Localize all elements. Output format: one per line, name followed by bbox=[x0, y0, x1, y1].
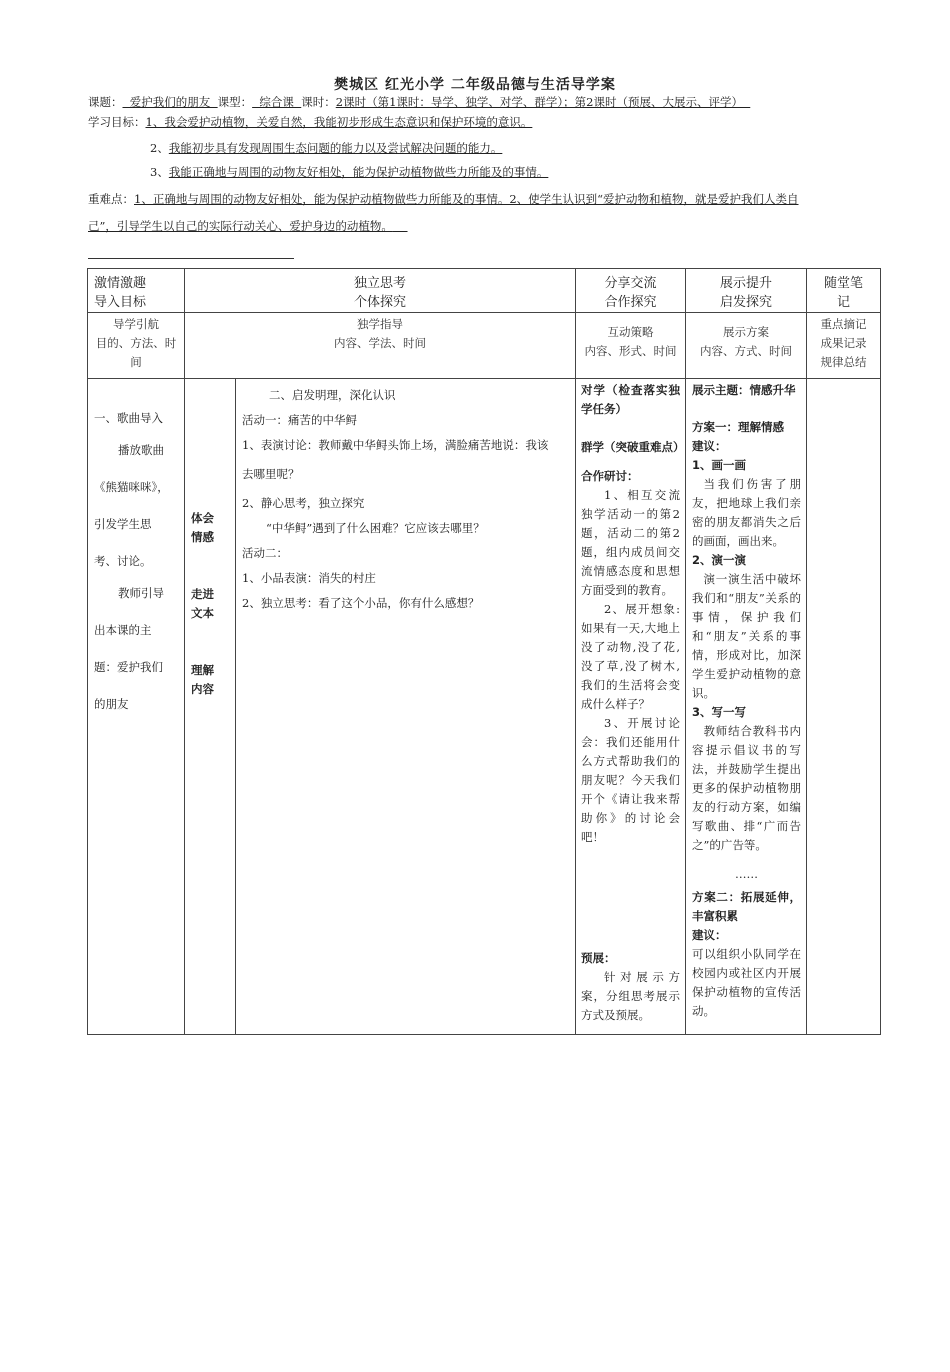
header-col4: 展示提升 启发探究 bbox=[686, 269, 807, 313]
goal-line-1 bbox=[88, 114, 532, 130]
key-2: 己”，引导学生以自己的实际行动关心、爱护身边的动植物。 bbox=[88, 219, 393, 233]
key-label: 重难点： bbox=[88, 192, 134, 206]
goal-1: 1、我会爱护动植物，关爱自然，我能初步形成生态意识和保护环境的意识。 bbox=[145, 115, 533, 129]
subheader-col3: 互动策略 内容、形式、时间 bbox=[576, 313, 686, 379]
header-col5: 随堂笔 记 bbox=[807, 269, 881, 313]
notes-cell bbox=[807, 379, 881, 1035]
tag-content: 理解 内容 bbox=[191, 663, 214, 696]
goal-2-prefix: 2、 bbox=[150, 141, 169, 155]
key-1: 1、正确地与周围的动物友好相处，能为保护动植物做些力所能及的事情。2、使学生认识到“爱护动物和植物，就是爱护我们人类自 bbox=[134, 192, 799, 206]
cooperation-cell: 对学（检查落实独学任务） 群学（突破重难点） 合作研讨： 1、相互交流独学活动一的第2题，活动二的第2题，组内成员间交流情感态度和思想方面受到的教育。 2、展开想象:如果有一天,大地上没了动物,没了花,没了草,没了树木,我们的生活将会变成什么样子？ 3、开展讨论会：我们还能用什么方式帮助我们的朋友呢？今天我们开个《请让我来帮助你》的讨论会吧！ 预展： 针对展示方案，分组思考展示方式及预展。 bbox=[576, 379, 686, 1035]
goal-3-prefix: 3、 bbox=[150, 165, 169, 179]
hours-label: 课时： bbox=[301, 95, 336, 109]
topic-line bbox=[88, 94, 750, 110]
intro-cell: 一、歌曲导入 播放歌曲 《熊猫咪咪》， 引发学生思 考、讨论。 教师引导 出本课的主 题：爱护我们 的朋友 bbox=[88, 379, 185, 1035]
table-body-row bbox=[88, 379, 881, 1035]
goal-line-3 bbox=[150, 164, 548, 180]
lesson-table bbox=[87, 268, 881, 1035]
goal-2: 我能初步具有发现周围生态问题的能力以及尝试解决问题的能力。 bbox=[168, 141, 503, 155]
tags-cell bbox=[185, 379, 236, 1035]
subheader-col2: 独学指导 内容、学法、时间 bbox=[185, 313, 576, 379]
key-line-1 bbox=[88, 191, 799, 207]
type-label: 课型： bbox=[217, 95, 253, 109]
self-study-cell: 二、启发明理，深化认识 活动一：痛苦的中华鲟 1、表演讨论：教师戴中华鲟头饰上场，满脸痛苦地说：我该 去哪里呢？ 2、静心思考，独立探究 “中华鲟”遇到了什么困难？它应该去哪里？ 活动二： 1、小品表演：消失的村庄 2、独立思考：看了这个小品，你有什么感想？ bbox=[236, 379, 576, 1035]
key-line-2 bbox=[88, 218, 408, 234]
tag-text: 走进 文本 bbox=[191, 587, 214, 620]
subheader-col5: 重点摘记 成果记录 规律总结 bbox=[807, 313, 881, 379]
page-title: 樊城区 红光小学 二年级品德与生活导学案 bbox=[334, 77, 616, 93]
goal-3: 我能正确地与周围的动物友好相处，能为保护动植物做些力所能及的事情。 bbox=[168, 165, 549, 179]
header-col2: 独立思考 个体探究 bbox=[185, 269, 576, 313]
type-value: 综合课 bbox=[252, 95, 302, 109]
topic-value: 爱护我们的朋友 bbox=[122, 95, 218, 109]
subheader-col4: 展示方案 内容、方式、时间 bbox=[686, 313, 807, 379]
header-col3: 分享交流 合作探究 bbox=[576, 269, 686, 313]
subheader-col1: 导学引航 目的、方法、时 间 bbox=[88, 313, 185, 379]
topic-label: 课题： bbox=[88, 95, 123, 109]
hours-value: 2课时（第1课时：导学、独学、对学、群学）；第2课时（预展、大展示、评学） bbox=[335, 95, 751, 109]
table-subheader-row bbox=[88, 313, 881, 379]
divider bbox=[88, 258, 294, 259]
header-col1: 激情激趣 导入目标 bbox=[88, 269, 185, 313]
tag-feel: 体会 情感 bbox=[191, 511, 214, 544]
table-header-row bbox=[88, 269, 881, 313]
goals-label: 学习目标： bbox=[88, 115, 146, 129]
goal-line-2 bbox=[150, 140, 502, 156]
showcase-cell: 展示主题：情感升华 方案一：理解情感 建议： 1、画一画 当我们伤害了朋友，把地球上我们亲密的朋友都消失之后的画面，画出来。 2、演一演 演一演生活中破坏我们和“朋友”关系的事情，保护我们和“朋友”关系的事情，形成对比，加深学生爱护动植物的意识。 3、写一写 教师结合教科书内容提示倡议书的写法，并鼓励学生提出更多的保护动植物朋友的行动方案，如编写歌曲、排“广而告之”的广告等。 …… 方案二：拓展延伸，丰富积累 建议： 可以组织小队同学在校园内或社区内开展保护动植物的宣传活动。 bbox=[686, 379, 807, 1035]
